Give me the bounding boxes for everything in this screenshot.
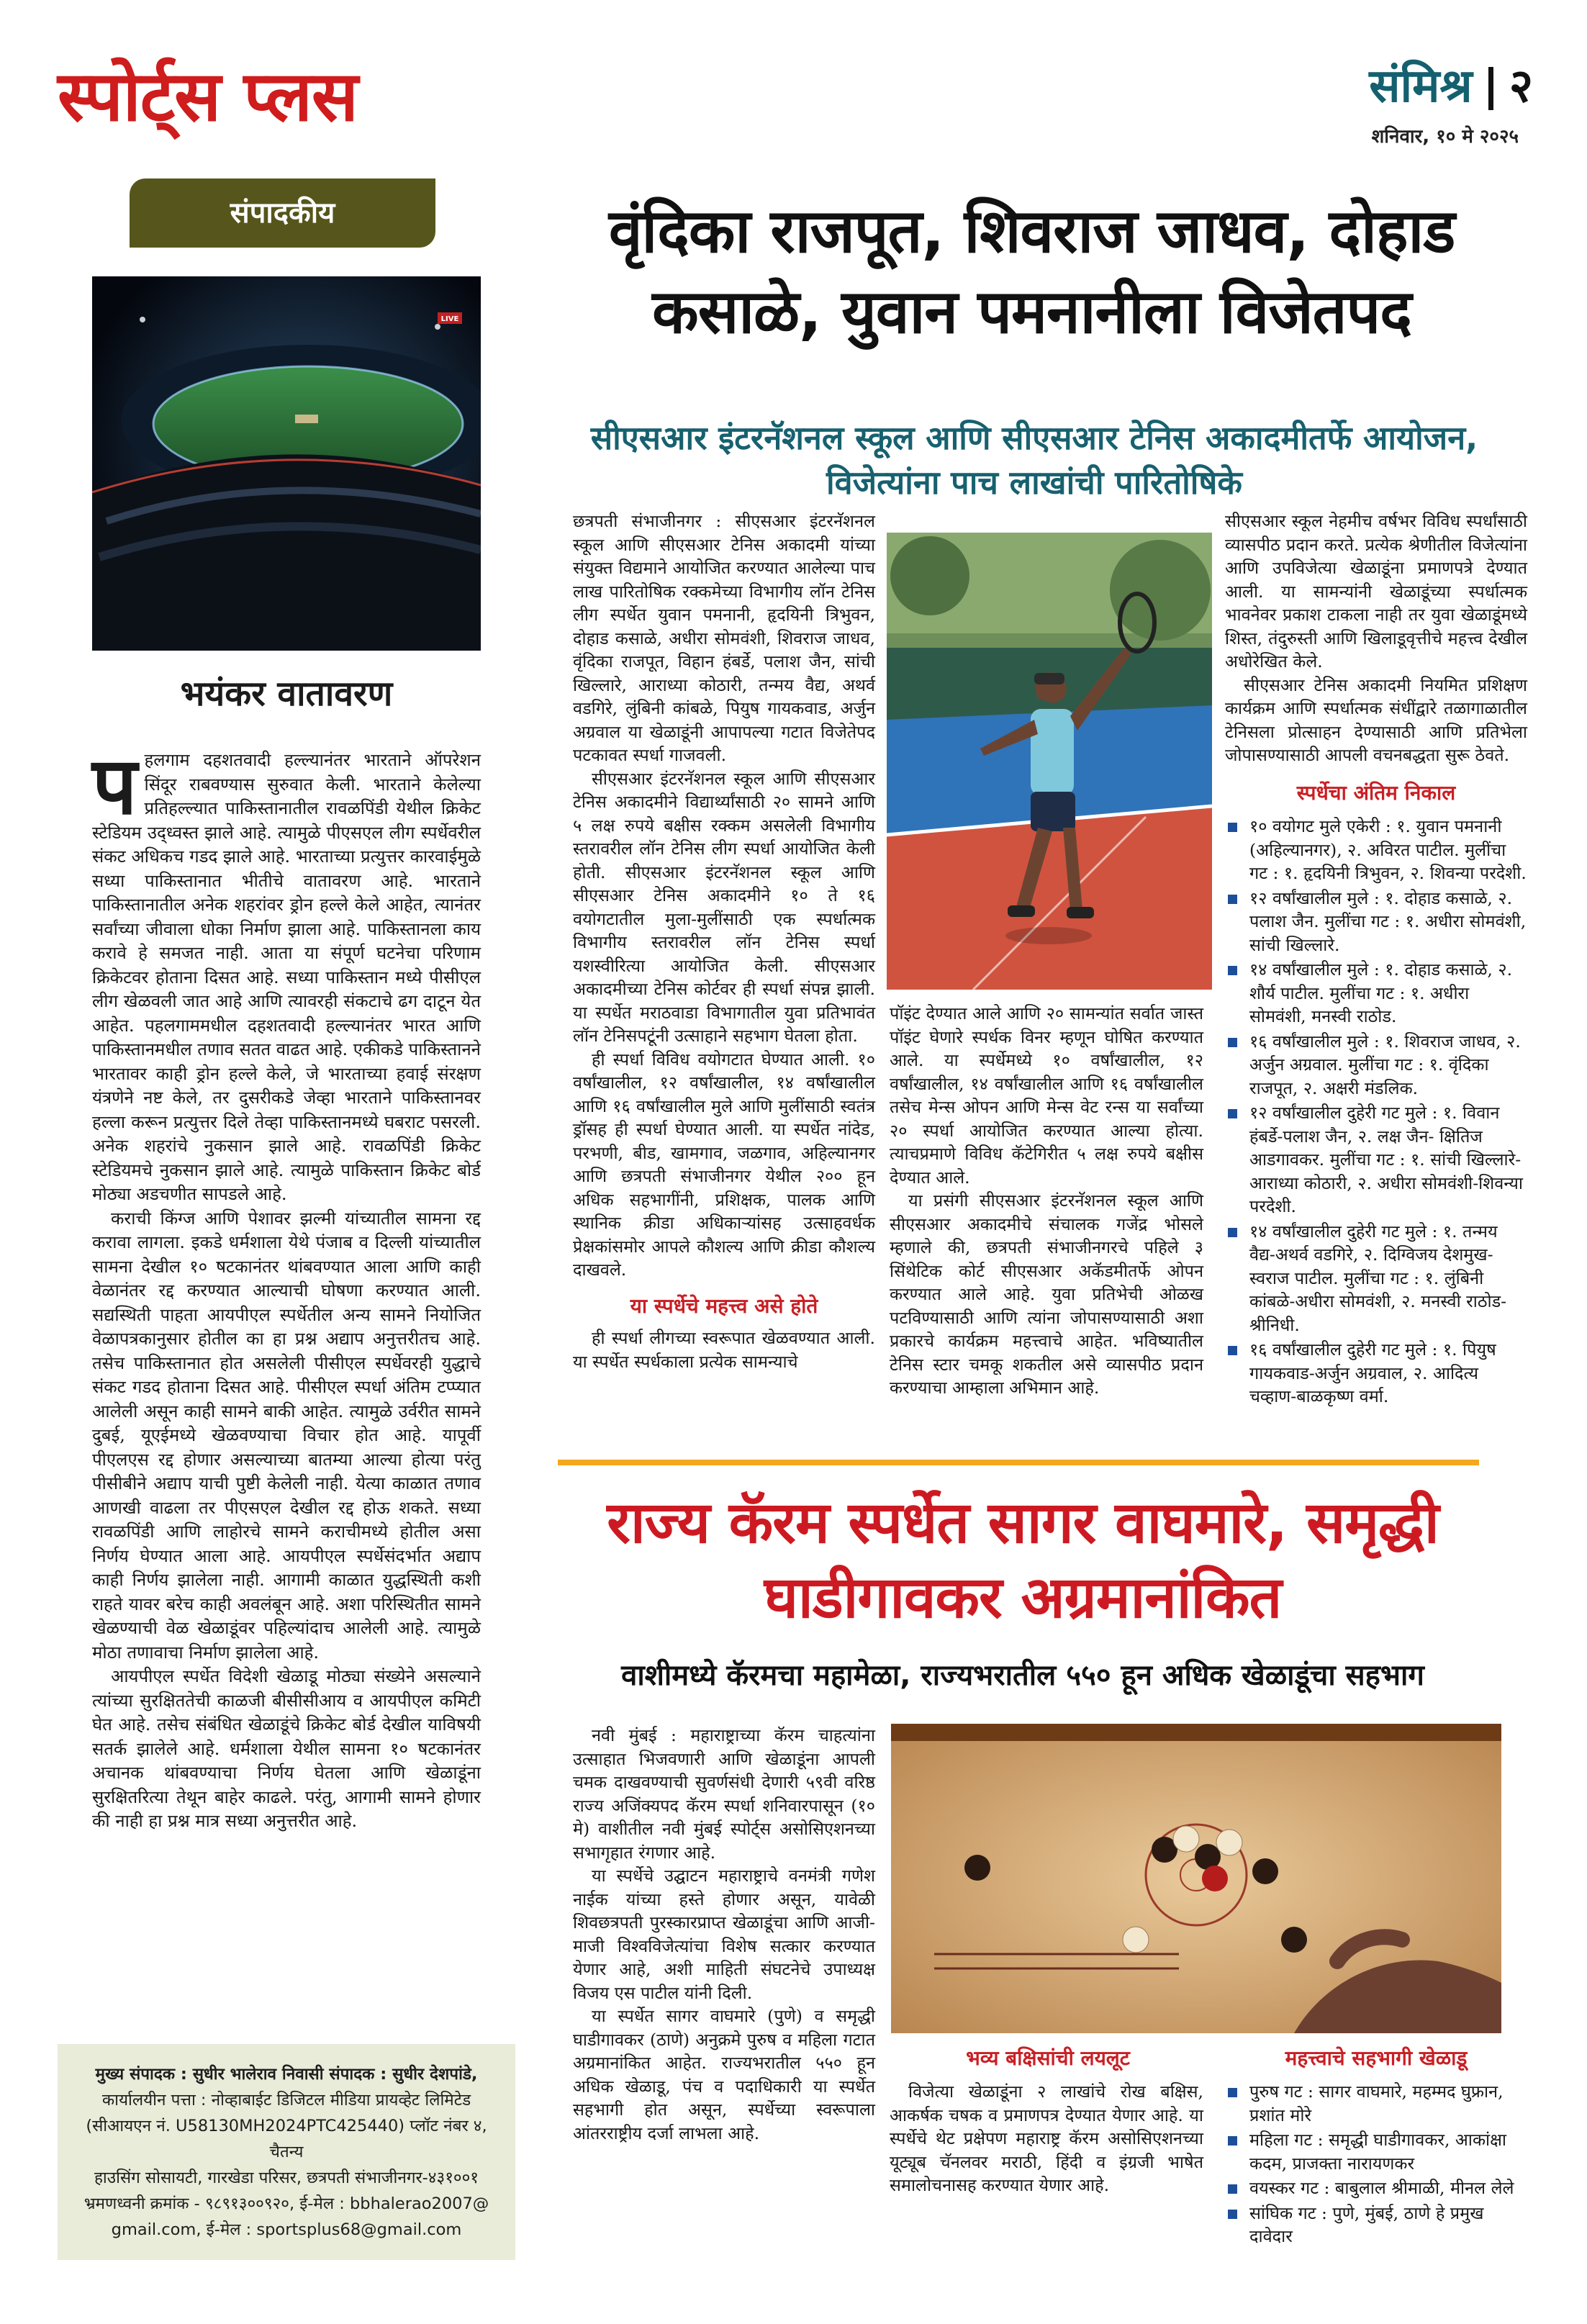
credits-line: gmail.com, ई-मेल : sportsplus68@gmail.com <box>111 2220 462 2239</box>
editorial-body <box>92 739 481 1834</box>
tennis-paragraph: सीएसआर स्कूल नेहमीच वर्षभर विविध स्पर्धांसाठी व्यासपीठ प्रदान करते. प्रत्येक श्रेणीतील विजेत्यांना आणि उपविजेत्या खेळाडूंना प्रमाणपत्रे देण्यात आली. या सामन्यांनी खेळाडूंच्या स्पर्धात्मक भावनेवर प्रकाश टाकला नाही तर युवा खेळाडूंमध्ये शिस्त, तंदुरुस्ती आणि खिलाडूवृत्तीचे महत्त्व देखील अधोरेखित केले. <box>1225 511 1527 672</box>
dateline: शनिवार, १० मे २०२५ <box>1371 126 1519 148</box>
carrom-board-photo <box>891 1724 1501 2033</box>
list-item: १६ वर्षांखालील मुले : १. शिवराज जाधव, २. अर्जुन अग्रवाल. मुलींचा गट : १. वृंदिका राजपूत, २. अक्षरी मंडलिक. <box>1225 1030 1527 1100</box>
tennis-paragraph: छत्रपती संभाजीनगर : सीएसआर इंटरनॅशनल स्कूल आणि सीएसआर टेनिस अकादमी यांच्या संयुक्त विद्यमाने आयोजित करण्यात आलेल्या पाच लाख पारितोषिक रक्कमेच्या विभागीय लॉन टेनिस लीग स्पर्धेत युवान पमनानी, हृदयिनी त्रिभुवन, दोहाड कसाळे, अधीरा सोमवंशी, शिवराज जाधव, वृंदिका राजपूत, विहान हंबर्डे, पलाश जैन, सांची खिल्लारे, आराध्या कोठारी, तन्मय वैद्य, अथर्व वडगिरे, लुंबिनी कांबळे, पियुष गायकवाड, अर्जुन अग्रवाल या खेळाडूंनी आपापल्या गटात विजेतेपद पटकावत स्पर्धा गाजवली. <box>573 511 875 765</box>
editorial-paragraph: पहलगाम दहशतवादी हल्ल्यानंतर भारताने ऑपरेशन सिंदूर राबवण्यास सुरुवात केली. भारताने केलेल्या प्रतिहल्ल्यात पाकिस्तानातील रावळपिंडी येथील क्रिकेट स्टेडियम उद्ध्वस्त झाले आहे. त्यामुळे पीएसएल लीग स्पर्धेवरील संकट अधिकच गडद झाले आहे. भारताच्या प्रत्युत्तर कारवाईमुळे सध्या पाकिस्तानात भीतीचे वातावरण आहे. भारताने पाकिस्तानातील अनेक शहरांवर ड्रोन हल्ले केले आहेत, त्यानंतर सर्वांच्या जीवाला धोका निर्माण झाला आहे. पाकिस्तानला काय करावे हे समजत नाही. आता या संपूर्ण घटनेचा परिणाम क्रिकेटवर होताना दिसत आहे. सध्या पाकिस्तान मध्ये पीसीएल लीग खेळवली जात आहे आणि त्यावरही संकटाचे ढग दाटून येत आहेत. पहलगाममधील दहशतवादी हल्ल्यानंतर भारत आणि पाकिस्तानमधील तणाव सतत वाढत आहे. एकीकडे पाकिस्तानने भारतावर काही ड्रोन हल्ले केले, जे भारताच्या हवाई संरक्षण यंत्रणेने नष्ट केले, तर दुसरीकडे जेव्हा भारताने पाकिस्तानवर हल्ला करून प्रत्युत्तर दिले तेव्हा पाकिस्तानमध्ये घबराट पसरली. अनेक शहरांचे नुकसान झाले आहे. रावळपिंडी क्रिकेट स्टेडियमचे नुकसान झाले आहे. त्यामुळे पाकिस्तान क्रिकेट बोर्ड मोठ्या अडचणीत सापडले आहे. <box>92 739 481 1204</box>
list-item: १२ वर्षांखालील मुले : १. दोहाड कसाळे, २. पलाश जैन. मुलींचा गट : १. अधीरा सोमवंशी, सांची खिल्लारे. <box>1225 887 1527 957</box>
tennis-subheadline: सीएसआर इंटरनॅशनल स्कूल आणि सीएसआर टेनिस अकादमीतर्फे आयोजन, विजेत्यांना पाच लाखांची पारितोषिके <box>590 419 1478 502</box>
carrom-caption-prizes: भव्य बक्षिसांची लयलूट <box>966 2046 1130 2070</box>
section-divider <box>1488 67 1493 110</box>
credits-line: मुख्य संपादक : सुधीर भालेराव निवासी संपादक : सुधीर देशपांडे, <box>95 2065 478 2084</box>
carrom-headline: राज्य कॅरम स्पर्धेत सागर वाघमारे, समृद्धी घाडीगावकर अग्रमानांकित <box>607 1489 1439 1631</box>
tennis-paragraph: ही स्पर्धा लीगच्या स्वरूपात खेळवण्यात आली. या स्पर्धेत स्पर्धकाला प्रत्येक सामन्याचे <box>573 1328 875 1372</box>
carrom-col-2 <box>890 2080 1203 2197</box>
credits-line: भ्रमणध्वनी क्रमांक - ९८९१३००९२०, ई-मेल : bbhalerao2007@ <box>83 2194 489 2213</box>
tennis-subhead: या स्पर्धेचे महत्त्व असे होते <box>630 1293 818 1318</box>
tennis-paragraph: ही स्पर्धा विविध वयोगटात घेण्यात आली. १० वर्षांखालील, १२ वर्षांखालील, १४ वर्षांखालील आणि १६ वर्षांखालील मुले आणि मुलींसाठी स्वतंत्र ड्रॉसह ही स्पर्धा घेण्यात आली. या स्पर्धेत नांदेड, परभणी, बीड, खामगाव, जळगाव, अहिल्यानगर आणि छत्रपती संभाजीनगर येथील २०० हून अधिक सहभागींनी, प्रशिक्षक, पालक आणि स्थानिक क्रीडा अधिकाऱ्यांसह उत्साहवर्धक प्रेक्षकांसमोर आपले कौशल्य आणि क्रीडा कौशल्य दाखवले. <box>573 1049 875 1280</box>
tennis-col-2 <box>890 1002 1203 1400</box>
tennis-col-1 <box>573 510 875 1373</box>
editorial-badge: संपादकीय <box>130 178 435 248</box>
tennis-player-photo <box>887 533 1212 990</box>
tennis-paragraph: सीएसआर टेनिस अकादमी नियमित प्रशिक्षण कार्यक्रम आणि स्पर्धात्मक संधींद्वारे तळागाळातील टेनिसला प्रोत्साहन देण्यासाठी आणि प्रतिभेला जोपासण्यासाठी आपली वचनबद्धता सुरू ठेवते. <box>1225 674 1527 765</box>
credits-box <box>58 2044 515 2260</box>
results-title: स्पर्धेचा अंतिम निकाल <box>1296 780 1456 805</box>
stadium-photo <box>92 276 481 651</box>
svg-text:LIVE: LIVE <box>440 315 459 323</box>
credits-line: कार्यालयीन पत्ता : नोव्हाबाईट डिजिटल मीडिया प्रायव्हेट लिमिटेड <box>101 2091 471 2110</box>
carrom-paragraph: या स्पर्धेत सागर वाघमारे (पुणे) व समृद्धी घाडीगावकर (ठाणे) अनुक्रमे पुरुष व महिला गटात अग्रमानांकित आहेत. राज्यभरातील ५५० हून अधिक खेळाडू, पंच व पदाधिकारी या स्पर्धेत सहभागी होत असून, स्पर्धेच्या स्वरूपाला आंतरराष्ट्रीय दर्जा लाभला आहे. <box>573 2006 875 2143</box>
tennis-paragraph: पॉइंट देण्यात आले आणि २० सामन्यांत सर्वात जास्त पॉइंट घेणारे स्पर्धक विनर म्हणून घोषित करण्यात आले. या स्पर्धेमध्ये १० वर्षांखालील, १२ वर्षांखालील, १४ वर्षांखालील आणि १६ वर्षांखालील तसेच मेन्स ओपन आणि मेन्स वेट रन्स या सर्वांच्या २० स्पर्धा आयोजित करण्यात आल्या होत्या. त्याचप्रमाणे विविध कॅटेगिरीत ५ लक्ष रुपये बक्षीस देण्यात आले. <box>890 1003 1203 1188</box>
section-name: संमिश्र <box>1369 60 1473 113</box>
carrom-subheadline: वाशीमध्ये कॅरमचा महामेळा, राज्यभरातील ५५० हून अधिक खेळाडूंचा सहभाग <box>621 1659 1424 1692</box>
carrom-paragraph: विजेत्या खेळाडूंना २ लाखांचे रोख बक्षिस, आकर्षक चषक व प्रमाणपत्र देण्यात येणार आहे. या स्पर्धेचे थेट प्रक्षेपण महाराष्ट्र कॅरम असोसिएशनच्या यूट्यूब चॅनलवर मराठी, हिंदी व इंग्रजी भाषेत समालोचनासह करण्यात येणार आहे. <box>890 2081 1203 2195</box>
tennis-col-3 <box>1225 510 1527 1410</box>
results-list <box>1225 815 1527 1409</box>
list-item: १० वयोगट मुले एकेरी : १. युवान पमनानी (अहिल्यानगर), २. अविरत पाटील. मुलींचा गट : १. हृदयिनी त्रिभुवन, २. शिवन्या परदेशी. <box>1225 815 1527 885</box>
dropcap: प <box>92 739 137 832</box>
list-item: महिला गट : समृद्धी घाडीगावकर, आकांक्षा कदम, प्राजक्ता नारायणकर <box>1225 2128 1527 2175</box>
tennis-headline: वृंदिका राजपूत, शिवराज जाधव, दोहाड कसाळे, युवान पमनानीला विजेतपद <box>608 196 1455 347</box>
page-number: २ <box>1509 60 1533 113</box>
list-item: १६ वर्षांखालील दुहेरी गट मुले : १. पियुष गायकवाड-अर्जुन अग्रवाल, २. आदित्य चव्हाण-बाळकृष्ण वर्मा. <box>1225 1338 1527 1409</box>
section-divider-line <box>558 1460 1479 1465</box>
editorial-paragraph: आयपीएल स्पर्धेत विदेशी खेळाडू मोठ्या संख्येने असल्याने त्यांच्या सुरक्षिततेची काळजी बीसीसीआय व आयपीएल कमिटी घेत आहे. तसेच संबंधित खेळाडूंचे क्रिकेट बोर्ड देखील याविषयी सतर्क झालेले आहे. धर्मशाला येथील सामना १० षटकानंतर अचानक थांबवण्याचा निर्णय घेतला आणि खेळाडूंना सुरक्षितरित्या तेथून बाहेर काढले. परंतु, आगामी सामने होणार की नाही हा प्रश्न मात्र सध्या अनुत्तरीत आहे. <box>92 1666 481 1831</box>
carrom-paragraph: या स्पर्धेचे उद्घाटन महाराष्ट्राचे वनमंत्री गणेश नाईक यांच्या हस्ते होणार असून, यावेळी शिवछत्रपती पुरस्कारप्राप्त खेळाडूंचा आणि आजी-माजी विश्वविजेत्यांचा विशेष सत्कार करण्यात येणार आहे, अशी माहिती संघटनेचे उपाध्यक्ष विजय एस पाटील यांनी दिली. <box>573 1866 875 2003</box>
tennis-paragraph: सीएसआर इंटरनॅशनल स्कूल आणि सीएसआर टेनिस अकादमीने विद्यार्थ्यांसाठी २० सामने आणि ५ लक्ष रुपये बक्षीस रक्कम असलेली विभागीय स्तरावरील लॉन टेनिस लीग स्पर्धा आयोजित केली होती. सीएसआर इंटरनॅशनल स्कूल आणि सीएसआर टेनिस अकादमीने १० ते १६ वयोगटातील मुला-मुलींसाठी एक स्पर्धात्मक विभागीय स्तरावरील लॉन टेनिस स्पर्धा यशस्वीरित्या आयोजित केली. सीएसआर अकादमीच्या टेनिस कोर्टवर ही स्पर्धा संपन्न झाली. या स्पर्धेत मराठवाडा विभागातील युवा प्रतिभावंत लॉन टेनिसपटूंनी उत्साहाने सहभाग घेतला होता. <box>573 768 875 1046</box>
carrom-paragraph: नवी मुंबई : महाराष्ट्राच्या कॅरम चाहत्यांना उत्साहात भिजवणारी आणि खेळाडूंना आपली चमक दाखवण्याची सुवर्णसंधी देणारी ५९वी वरिष्ठ राज्य अजिंक्यपद कॅरम स्पर्धा शनिवारपासून (१० मे) वाशीतील नवी मुंबई स्पोर्ट्स असोसिएशनच्या सभागृहात रंगणार आहे. <box>573 1725 875 1863</box>
carrom-col-3 <box>1225 2080 1527 2250</box>
carrom-caption-players: महत्त्वाचे सहभागी खेळाडू <box>1285 2046 1468 2070</box>
section-label <box>1369 60 1533 113</box>
list-item: १२ वर्षांखालील दुहेरी गट मुले : १. विवान हंबर्डे-पलाश जैन, २. लक्ष जैन- क्षितिज आडगावकर. मुलींचा गट : १. सांची खिल्लारे-आराध्या कोठारी, २. अधीरा सोमवंशी-शिवन्या परदेशी. <box>1225 1101 1527 1218</box>
list-item: वयस्कर गट : बाबुलाल श्रीमाळी, मीनल लेले <box>1225 2176 1527 2200</box>
editorial-paragraph: कराची किंग्ज आणि पेशावर झल्मी यांच्यातील सामना रद्द करावा लागला. इकडे धर्मशाला येथे पंजाब व दिल्ली यांच्यातील सामना देखील १० षटकानंतर थांबवण्यात आला आणि काही वेळानंतर रद्द करण्यात आल्याची घोषणा करण्यात आली. सद्यस्थिती पाहता आयपीएल स्पर्धेतील अन्य सामने नियोजित वेळापत्रकानुसार होतील का हा प्रश्न अद्याप अनुत्तरीतच आहे. तसेच पाकिस्तानात होत असलेली पीसीएल स्पर्धेवरही युद्धाचे संकट गडद होताना दिसत आहे. पीसीएल स्पर्धा अंतिम टप्प्यात आलेली असून काही सामने बाकी आहेत. त्यामुळे उर्वरीत सामने दुबई, यूएईमध्ये खेळवण्याचा विचार होत आहे. यापूर्वी पीएलएस रद्द होणार असल्याच्या बातम्या आल्या होत्या परंतु पीसीबीने अद्याप याची पुष्टी केलेली नाही. येत्या काळात तणाव आणखी वाढला तर पीएसएल देखील रद्द होऊ शकते. सध्या रावळपिंडी आणि लाहोरचे सामने कराचीमध्ये होतील असा निर्णय घेण्यात आला आहे. आयपीएल स्पर्धेसंदर्भात अद्याप काही निर्णय झालेला नाही. आगामी काळात युद्धस्थिती कशी राहते यावर बरेच काही अवलंबून आहे. अशा परिस्थितीत सामने खेळण्याची वेळ खेळाडूंवर पहिल्यांदाच आलेली आहे. त्यामुळे मोठा तणावाचा निर्माण झालेला आहे. <box>92 1208 481 1663</box>
list-item: सांघिक गट : पुणे, मुंबई, ठाणे हे प्रमुख दावेदार <box>1225 2202 1527 2248</box>
tennis-paragraph: या प्रसंगी सीएसआर इंटरनॅशनल स्कूल आणि सीएसआर अकादमीचे संचालक गजेंद्र भोसले म्हणाले की, छत्रपती संभाजीनगरचे पहिले ३ सिंथेटिक कोर्ट सीएसआर अकॅडमीतर्फे ओपन करण्यात आले आहे. युवा प्रतिभेची ओळख पटविण्यासाठी आणि त्यांना जोपासण्यासाठी अशा प्रकारचे कार्यक्रम महत्त्वाचे आहेत. भविष्यातील टेनिस स्टार चमकू शकतील असे व्यासपीठ प्रदान करण्याचा आम्हाला अभिमान आहे. <box>890 1190 1203 1398</box>
masthead: स्पोर्ट्स प्लस <box>58 55 358 137</box>
list-item: १४ वर्षांखालील मुले : १. दोहाड कसाळे, २. शौर्य पाटील. मुलींचा गट : १. अधीरा सोमवंशी, मनस्वी राठोड. <box>1225 958 1527 1028</box>
carrom-col-1 <box>573 1724 875 2145</box>
credits-line: हाउसिंग सोसायटी, गारखेडा परिसर, छत्रपती संभाजीनगर-४३१००१ <box>94 2169 479 2187</box>
players-list <box>1225 2080 1527 2248</box>
credits-line: (सीआयएन नं. U58130MH2024PTC425440) प्लॉट नंबर ४, चैतन्य <box>86 2117 487 2161</box>
list-item: १४ वर्षांखालील दुहेरी गट मुले : १. तन्मय वैद्य-अथर्व वडगिरे, २. दिग्विजय देशमुख-स्वराज पाटील. मुलींचा गट : १. लुंबिनी कांबळे-अधीरा सोमवंशी, २. मनस्वी राठोड- श्रीनिधी. <box>1225 1220 1527 1337</box>
editorial-title: भयंकर वातावरण <box>180 674 393 714</box>
list-item: पुरुष गट : सागर वाघमारे, महम्मद घुफ्रान, प्रशांत मोरे <box>1225 2080 1527 2127</box>
